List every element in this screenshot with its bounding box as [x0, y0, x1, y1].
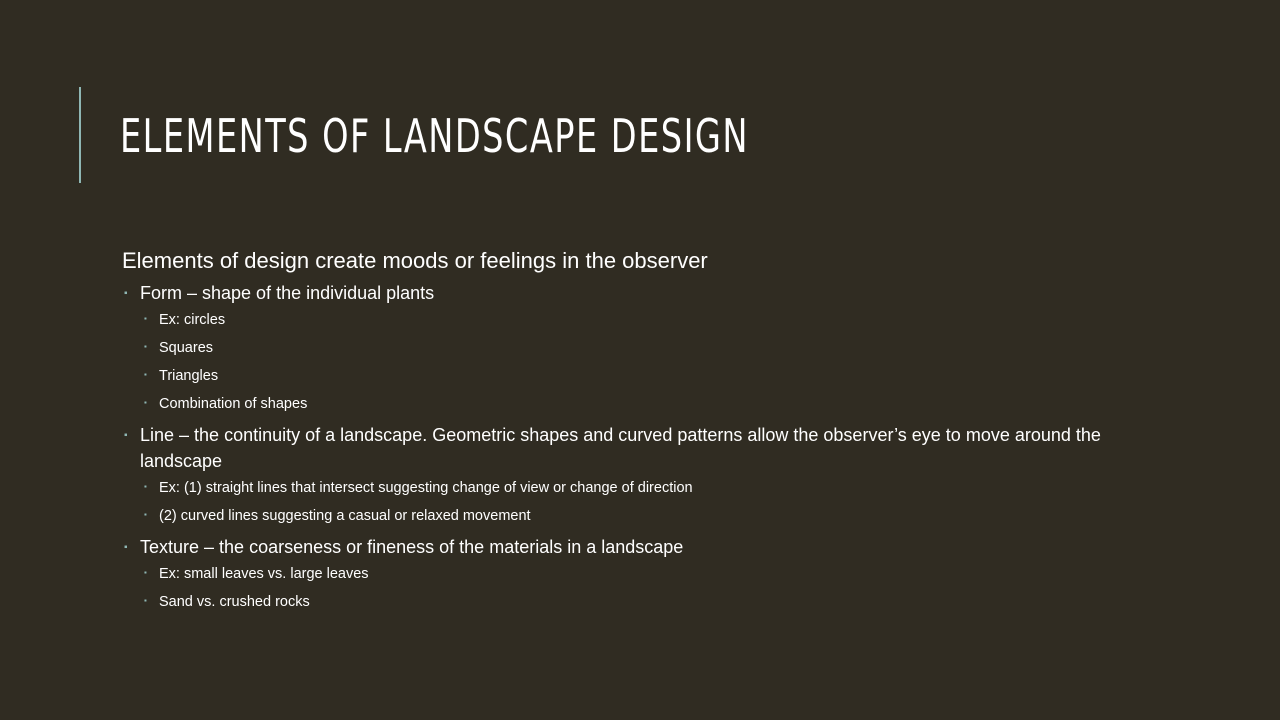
square-bullet-icon: ▪ — [144, 482, 147, 491]
list-item-text: Sand vs. crushed rocks — [159, 594, 310, 610]
slide-body — [122, 246, 1112, 620]
square-bullet-icon: ▪ — [144, 568, 147, 577]
list-item — [122, 338, 1112, 358]
list-item-text: Ex: small leaves vs. large leaves — [159, 566, 369, 582]
list-item-text: Squares — [159, 340, 214, 356]
list-item-text: Triangles — [159, 368, 219, 384]
square-bullet-icon: ▪ — [144, 370, 147, 379]
list-item-text: (2) curved lines suggesting a casual or relaxed movement — [159, 508, 531, 524]
list-item — [122, 592, 1112, 612]
list-item — [122, 564, 1112, 584]
square-bullet-icon: ▪ — [144, 596, 147, 605]
square-bullet-icon: ▪ — [144, 342, 147, 351]
list-item-text: Combination of shapes — [159, 396, 308, 412]
list-item — [122, 478, 1112, 498]
intro-text: Elements of design create moods or feelings in the observer — [122, 248, 708, 273]
list-item — [122, 366, 1112, 386]
square-bullet-icon: ▪ — [124, 430, 128, 441]
square-bullet-icon: ▪ — [124, 542, 128, 553]
square-bullet-icon: ▪ — [124, 288, 128, 299]
square-bullet-icon: ▪ — [144, 314, 147, 323]
list-item — [122, 310, 1112, 330]
section-text: Texture – the coarseness or fineness of the materials in a landscape — [140, 537, 684, 557]
section-text: Form – shape of the individual plants — [140, 283, 435, 303]
section-line — [122, 422, 1112, 474]
slide-title: ELEMENTS OF LANDSCAPE DESIGN — [120, 109, 749, 163]
list-item — [122, 506, 1112, 526]
title-accent-bar — [79, 87, 81, 183]
square-bullet-icon: ▪ — [144, 510, 147, 519]
list-item-text: Ex: circles — [159, 312, 226, 328]
section-text: Line – the continuity of a landscape. Geometric shapes and curved patterns allow the observer’s eye to move around the landscape — [140, 425, 1101, 471]
square-bullet-icon: ▪ — [144, 398, 147, 407]
list-item-text: Ex: (1) straight lines that intersect suggesting change of view or change of direction — [159, 480, 693, 496]
section-form — [122, 280, 1112, 306]
section-texture — [122, 534, 1112, 560]
list-item — [122, 394, 1112, 414]
